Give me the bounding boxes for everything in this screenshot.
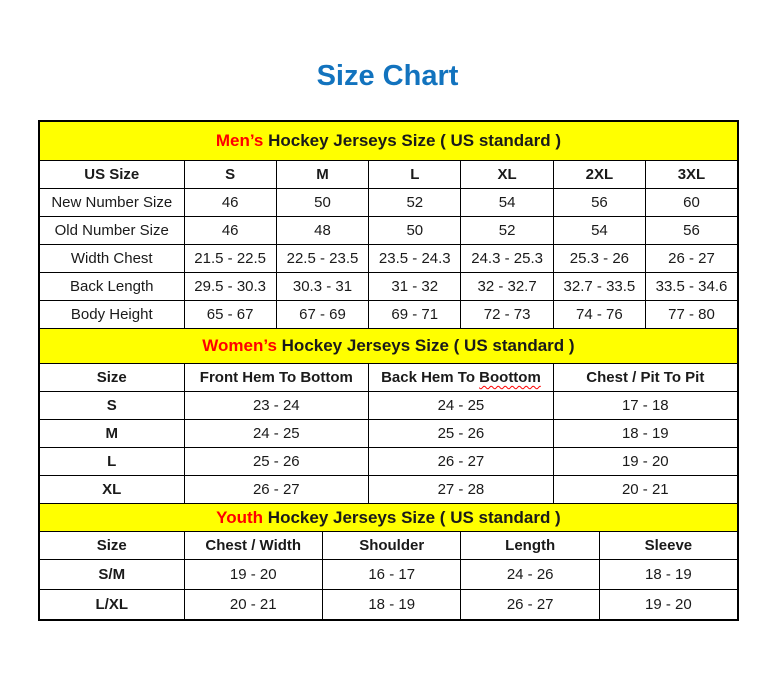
row-label: Body Height <box>39 301 184 329</box>
men-column-header: 2XL <box>553 161 645 189</box>
women-column-header: Size <box>39 364 184 392</box>
youth-label-rest: Hockey Jerseys Size ( US standard ) <box>267 507 561 527</box>
size-value-cell: 18 - 19 <box>322 590 460 621</box>
size-value-cell: 67 - 69 <box>276 301 368 329</box>
row-label: New Number Size <box>39 189 184 217</box>
youth-data-row <box>39 590 738 621</box>
size-value-cell: 19 - 20 <box>553 448 738 476</box>
men-column-header: XL <box>461 161 553 189</box>
size-value-cell: 24 - 25 <box>369 392 554 420</box>
row-label: XL <box>39 476 184 504</box>
women-column-header-misspelled-word: Boottom <box>479 369 541 386</box>
size-value-cell: 17 - 18 <box>553 392 738 420</box>
women-data-row <box>39 476 738 504</box>
men-header-row <box>39 161 738 189</box>
youth-column-header: Shoulder <box>322 532 460 560</box>
size-value-cell: 26 - 27 <box>646 245 738 273</box>
row-label: L/XL <box>39 590 184 621</box>
women-column-header: Front Hem To Bottom <box>184 364 369 392</box>
women-column-header: Chest / Pit To Pit <box>553 364 738 392</box>
men-label-rest: Hockey Jerseys Size ( US standard ) <box>268 131 562 150</box>
size-value-cell: 46 <box>184 217 276 245</box>
youth-column-header: Chest / Width <box>184 532 322 560</box>
size-value-cell: 20 - 21 <box>184 590 322 621</box>
size-value-cell: 31 - 32 <box>369 273 461 301</box>
size-value-cell: 16 - 17 <box>322 560 460 590</box>
page-title: Size Chart <box>316 60 459 92</box>
youth-column-header: Size <box>39 532 184 560</box>
size-value-cell: 18 - 19 <box>553 420 738 448</box>
women-data-row <box>39 420 738 448</box>
row-label: M <box>39 420 184 448</box>
size-value-cell: 29.5 - 30.3 <box>184 273 276 301</box>
women-header-row <box>39 364 738 392</box>
size-value-cell: 21.5 - 22.5 <box>184 245 276 273</box>
youth-header-row <box>39 532 738 560</box>
men-column-header: L <box>369 161 461 189</box>
row-label: Old Number Size <box>39 217 184 245</box>
size-value-cell: 33.5 - 34.6 <box>646 273 738 301</box>
size-value-cell: 25 - 26 <box>184 448 369 476</box>
men-column-header: US Size <box>39 161 184 189</box>
size-value-cell: 20 - 21 <box>553 476 738 504</box>
size-value-cell: 19 - 20 <box>184 560 322 590</box>
women-data-row <box>39 448 738 476</box>
size-value-cell: 60 <box>646 189 738 217</box>
row-label: L <box>39 448 184 476</box>
youth-label-red: Youth <box>216 507 264 527</box>
size-value-cell: 24 - 25 <box>184 420 369 448</box>
size-value-cell: 54 <box>553 217 645 245</box>
men-data-row <box>39 217 738 245</box>
size-value-cell: 24.3 - 25.3 <box>461 245 553 273</box>
men-section-band-row <box>39 121 738 161</box>
row-label: S <box>39 392 184 420</box>
youth-data-row <box>39 560 738 590</box>
size-value-cell: 26 - 27 <box>461 590 599 621</box>
women-label-red: Women’s <box>202 336 277 355</box>
size-value-cell: 32 - 32.7 <box>461 273 553 301</box>
size-value-cell: 54 <box>461 189 553 217</box>
women-section-title <box>39 329 738 364</box>
size-value-cell: 18 - 19 <box>599 560 737 590</box>
size-value-cell: 32.7 - 33.5 <box>553 273 645 301</box>
youth-section-title <box>39 504 738 532</box>
size-value-cell: 48 <box>276 217 368 245</box>
size-chart-table <box>38 120 739 621</box>
size-value-cell: 65 - 67 <box>184 301 276 329</box>
row-label: Back Length <box>39 273 184 301</box>
size-value-cell: 77 - 80 <box>646 301 738 329</box>
women-label-rest: Hockey Jerseys Size ( US standard ) <box>281 336 575 355</box>
size-value-cell: 22.5 - 23.5 <box>276 245 368 273</box>
size-value-cell: 24 - 26 <box>461 560 599 590</box>
youth-section-band-row <box>39 504 738 532</box>
size-value-cell: 23 - 24 <box>184 392 369 420</box>
men-section-title <box>39 121 738 161</box>
youth-column-header: Length <box>461 532 599 560</box>
size-value-cell: 46 <box>184 189 276 217</box>
size-value-cell: 25.3 - 26 <box>553 245 645 273</box>
size-value-cell: 74 - 76 <box>553 301 645 329</box>
size-value-cell: 52 <box>369 189 461 217</box>
women-column-header-back-text: Back Hem To <box>381 369 475 386</box>
men-label-red: Men’s <box>215 131 264 150</box>
size-value-cell: 52 <box>461 217 553 245</box>
size-value-cell: 26 - 27 <box>184 476 369 504</box>
women-data-row <box>39 392 738 420</box>
size-value-cell: 25 - 26 <box>369 420 554 448</box>
size-value-cell: 23.5 - 24.3 <box>369 245 461 273</box>
size-value-cell: 69 - 71 <box>369 301 461 329</box>
men-data-row <box>39 245 738 273</box>
size-value-cell: 56 <box>646 217 738 245</box>
size-value-cell: 30.3 - 31 <box>276 273 368 301</box>
youth-column-header: Sleeve <box>599 532 737 560</box>
women-column-header <box>369 364 554 392</box>
size-value-cell: 56 <box>553 189 645 217</box>
size-value-cell: 50 <box>369 217 461 245</box>
size-value-cell: 50 <box>276 189 368 217</box>
men-data-row <box>39 301 738 329</box>
size-value-cell: 27 - 28 <box>369 476 554 504</box>
men-column-header: M <box>276 161 368 189</box>
men-column-header: S <box>184 161 276 189</box>
men-data-row <box>39 273 738 301</box>
women-section-band-row <box>39 329 738 364</box>
row-label: Width Chest <box>39 245 184 273</box>
row-label: S/M <box>39 560 184 590</box>
size-value-cell: 19 - 20 <box>599 590 737 621</box>
size-value-cell: 26 - 27 <box>369 448 554 476</box>
men-column-header: 3XL <box>646 161 738 189</box>
men-data-row <box>39 189 738 217</box>
size-value-cell: 72 - 73 <box>461 301 553 329</box>
